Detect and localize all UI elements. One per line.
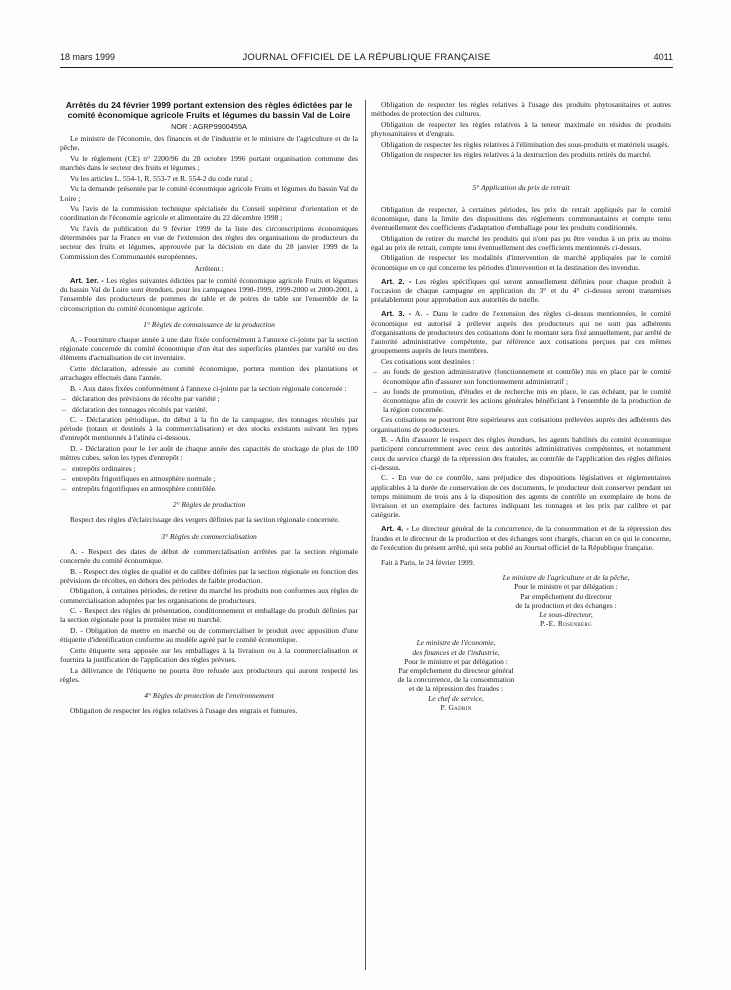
article-2 (371, 277, 671, 305)
left-column (60, 100, 358, 717)
list-item: – au fonds de gestion administrative (fonctionnement et contrôle) mis en place par le comité économique afin d'assurer son fonctionnement administratif ; (373, 367, 671, 386)
header-title: JOURNAL OFFICIEL DE LA RÉPUBLIQUE FRANÇAISE (242, 52, 491, 63)
article-1 (60, 276, 358, 313)
section-3-d3: La délivrance de l'étiquette ne pourra être refusée aux producteurs qui auront respecté les règles. (60, 665, 358, 684)
article-2-label: Art. 2. - (381, 276, 412, 286)
article-3-a3: Ces cotisations ne pourront être supérieures aux cotisations prélevées auprès des adhérents des organisations de producteurs. (371, 415, 671, 434)
section-1-d: D. - Déclaration pour le 1er août de chaque année des capacités de stockage de plus de 100 mètres cubes, selon les types d'entrepôt : (60, 443, 358, 463)
signature-line: de la production et des échanges : (515, 600, 617, 610)
section-4-p2: Obligation de respecter les règles relatives à l'usage des produits phytosanitaires et autres méthodes de protection des cultures. (371, 100, 671, 119)
section-4-p5: Obligation de respecter les règles relatives à la destruction des produits retirés du marché. (381, 150, 652, 160)
section-1-c: C. - Déclaration périodique, du début à la fin de la campagne, des tonnages récoltés par période (totaux et destinés à la commercialisation) et des stocks existants suivant les types d'entrepôt mentionnés à l'alinéa ci-dessous. (60, 414, 358, 443)
section-4-p4: Obligation de respecter les règles relatives à l'élimination des sous-produits et matériels usagés. (381, 139, 670, 149)
article-2-text: Les règles spécifiques qui seront annuellement définies pour chaque produit à l'occasion de chaque campagne en application du 3° et du 4° ci-dessus seront transmises préalablement pour approbation aux autorités de tutelle. (371, 276, 671, 305)
article-3-c: C. - En vue de ce contrôle, sans préjudice des dispositions législatives et réglementaires applicables à la durée de conservation de ces documents, le producteur doit conserver pendant un temps minimum de trois ans à la disposition des agents de contrôle un exemplaire de bons de livraison et un exemplaire des factures indiquant les tonnages et les prix par calibre et par catégorie. (371, 473, 671, 520)
preamble-1: Le ministre de l'économie, des finances et de l'industrie et le ministre de l'agriculture et de la pêche, (60, 134, 358, 153)
signature-line: Le chef de service, (428, 693, 484, 703)
article-3-a (371, 309, 671, 355)
section-3-d: D. - Obligation de mettre en marché ou de commercialiser le produit avec apposition d'une étiquette d'identification conforme au modèle agréé par le comité économique. (60, 626, 358, 645)
preamble-3: Vu les articles L. 554-1, R. 553-7 et R. 554-2 du code rural ; (70, 173, 253, 183)
right-column (371, 100, 671, 712)
section-1-a: A. - Fourniture chaque année à une date fixée conformément à l'annexe ci-jointe par la section régionale concernée du comité économique d'un état des superficies plantées par variété ou des éléments d'actualisation de cet inventaire. (60, 335, 358, 363)
arretent: Arrêtent : (194, 263, 224, 273)
signature-line: et de la répression des fraudes : (408, 684, 504, 694)
section-3-b: B. - Respect des règles de qualité et de calibre définies par la section régionale en fonction des prévisions de récoltes, en dehors des périodes de faible production. (60, 566, 358, 585)
column-divider (365, 100, 366, 970)
article-4-text: Le directeur général de la concurrence, de la consommation et de la répression des fraudes et le directeur de la production et des échanges sont chargés, chacun en ce qui le concerne, de l'exécution du présent arrêté, qui sera publié au Journal officiel de la République française. (371, 524, 671, 552)
list-item: – déclaration des tonnages récoltés par variété. (62, 404, 208, 414)
list-item: – entrepôts ordinaires ; (62, 463, 136, 473)
fait-a-paris: Fait à Paris, le 24 février 1999. (381, 558, 475, 568)
signatory-name: P. Gadrin (440, 702, 472, 712)
section-3-a: A. - Respect des dates de début de commercialisation arrêtées par la section régionale concernée du comité économique. (60, 546, 358, 566)
signature-line: Pour le ministre et par délégation : (514, 582, 618, 592)
preamble-2: Vu le règlement (CE) n° 2200/96 du 28 octobre 1996 portant organisation commune des marchés dans le secteur des fruits et légumes ; (60, 154, 358, 173)
list-item: – déclaration des prévisions de récolte par variété ; (62, 394, 220, 404)
article-1-text: Les règles suivantes édictées par le comité économique agricole Fruits et légumes du bassin Val de Loire sont étendues, pour les campagnes 1998-1999, 1999-2000 et 2000-2001, à l'ensemble des producteurs de pommes de table et de poires de table sur l'ensemble de la circonscription du comité économique agricole. (60, 276, 359, 313)
section-3-d2: Cette étiquette sera apposée sur les emballages à la livraison ou à la commercialisation et fournira la justification de l'application des règles prévues. (60, 645, 358, 665)
signature-line: des finances et de l'industrie, (412, 647, 500, 657)
header-rule (60, 67, 673, 68)
section-1-a2: Cette déclaration, adressée au comité économique, portera mention des plantations et arrachages effectués dans l'année. (60, 364, 358, 383)
article-1-label: Art. 1er. - (70, 276, 104, 285)
signature-line: Par empêchement du directeur (520, 591, 612, 601)
preamble-6: Vu l'avis de publication du 9 février 1999 de la liste des circonscriptions économiques déterminées par la France en vue de l'extension des règles des organisations de producteurs du secteur des fruits et légumes, approuvée par la décision en date du 28 janvier 1999 de la Commission des Communautés européennes, (60, 223, 358, 261)
preamble-4: Vu la demande présentée par le comité économique agricole Fruits et légumes du bassin Val de Loire ; (60, 184, 358, 203)
list-item: – entrepôts frigorifiques en atmosphère contrôlée. (62, 484, 217, 494)
signature-economie (371, 638, 541, 712)
signature-line: Le ministre de l'économie, (416, 638, 496, 648)
section-5-heading: 5° Application du prix de retrait (472, 183, 570, 193)
list-item: – entrepôts frigorifiques en atmosphère normale ; (62, 473, 216, 483)
nor-reference: NOR : AGRP9900455A (171, 122, 247, 131)
signature-line: Par empêchement du directeur général (398, 666, 514, 676)
preamble-5: Vu l'avis de la commission technique spécialisée du Conseil supérieur d'orientation et de coordination de l'économie agricole et alimentaire du 22 décembre 1998 ; (60, 204, 358, 223)
section-3-b2: Obligation, à certaines périodes, de retirer du marché les produits non conformes aux règles de commercialisation adoptées par les organisations de producteurs. (60, 586, 358, 605)
header-page-number: 4011 (653, 52, 673, 62)
section-4-p1: Obligation de respecter les règles relatives à l'usage des engrais et fumures. (70, 706, 298, 716)
signature-line: de la concurrence, de la consommation (397, 675, 515, 685)
section-5-p1: Obligation de respecter, à certaines périodes, les prix de retrait appliqués par le comité économique, dans la limite des dispositions des règlements communautaires et compte tenu éventuellement des coefficients d'adaptation d'emballage pour les produits conditionnés. (371, 204, 671, 232)
section-5-p2: Obligation de retirer du marché les produits qui n'ont pas pu être vendus à un prix au moins égal au prix de retrait, compte tenu éventuellement des coefficients mentionnés ci-dessus. (371, 233, 671, 252)
decree-title: Arrêtés du 24 février 1999 portant extension des règles édictées par le comité économique agricole Fruits et légumes du bassin Val de Loire (65, 100, 353, 120)
signature-line: Le ministre de l'agriculture et de la pêche, (502, 573, 630, 583)
article-3-a2: Ces cotisations sont destinées : (381, 356, 475, 366)
list-item: – au fonds de promotion, d'études et de recherche mis en place, le cas échéant, par le comité économique afin de couvrir les actions générales bénéficiant à l'ensemble de la production de la région concernée. (373, 386, 671, 415)
signatory-name: P.-E. Rosenberg (540, 619, 592, 629)
signature-agriculture (461, 573, 671, 628)
signature-line: Pour le ministre et par délégation : (404, 656, 508, 666)
section-2-text: Respect des règles d'éclaircissage des vergers définies par la section régionale concernée. (70, 515, 340, 525)
section-2-heading: 2° Règles de production (172, 500, 246, 510)
section-5-p3: Obligation de respecter les modalités d'intervention de marché appliquées par le comité économique en ce qui concerne les périodes d'intervention et la destination des invendus. (371, 253, 671, 272)
section-4-heading: 4° Règles de protection de l'environnement (144, 691, 274, 701)
article-4 (371, 524, 671, 552)
section-1-b: B. - Aux dates fixées conformément à l'annexe ci-jointe par la section régionale concernée : (70, 383, 347, 393)
header-date: 18 mars 1999 (60, 52, 116, 62)
page-header (60, 52, 673, 66)
section-4-p3: Obligation de respecter les règles relatives à la teneur maximale en résidus de produits phytosanitaires et d'engrais. (371, 119, 671, 138)
article-3-label: Art. 3. - (381, 309, 412, 319)
article-3-a-text: A. - Dans le cadre de l'extension des règles ci-dessus mentionnées, le comité économique est autorisé à prélever auprès des producteurs qui ne sont pas adhérents d'organisations de producteurs des cotisations dont le montant sera fixé annuellement, par arrêté de l'autorité administrative compétente, par référence aux cotisations perçues par ces mêmes groupements auprès de leurs membres. (371, 309, 671, 356)
article-4-label: Art. 4. - (381, 524, 409, 534)
signature-line: Le sous-directeur, (539, 610, 593, 620)
article-3-b: B. - Afin d'assurer le respect des règles étendues, les agents habilités du comité économique participent concurremment avec ceux des autorités administratives compétentes, et notamment ceux du service chargé de la répression des fraudes, au contrôle de l'application des règles définies ci-dessus. (371, 435, 671, 472)
section-3-heading: 3° Règles de commercialisation (161, 531, 257, 541)
section-1-heading: 1° Règles de connaissance de la production (143, 319, 275, 329)
section-3-c: C. - Respect des règles de présentation, conditionnement et emballage du produit définies par la section régionale pour la première mise en marché. (60, 606, 358, 625)
